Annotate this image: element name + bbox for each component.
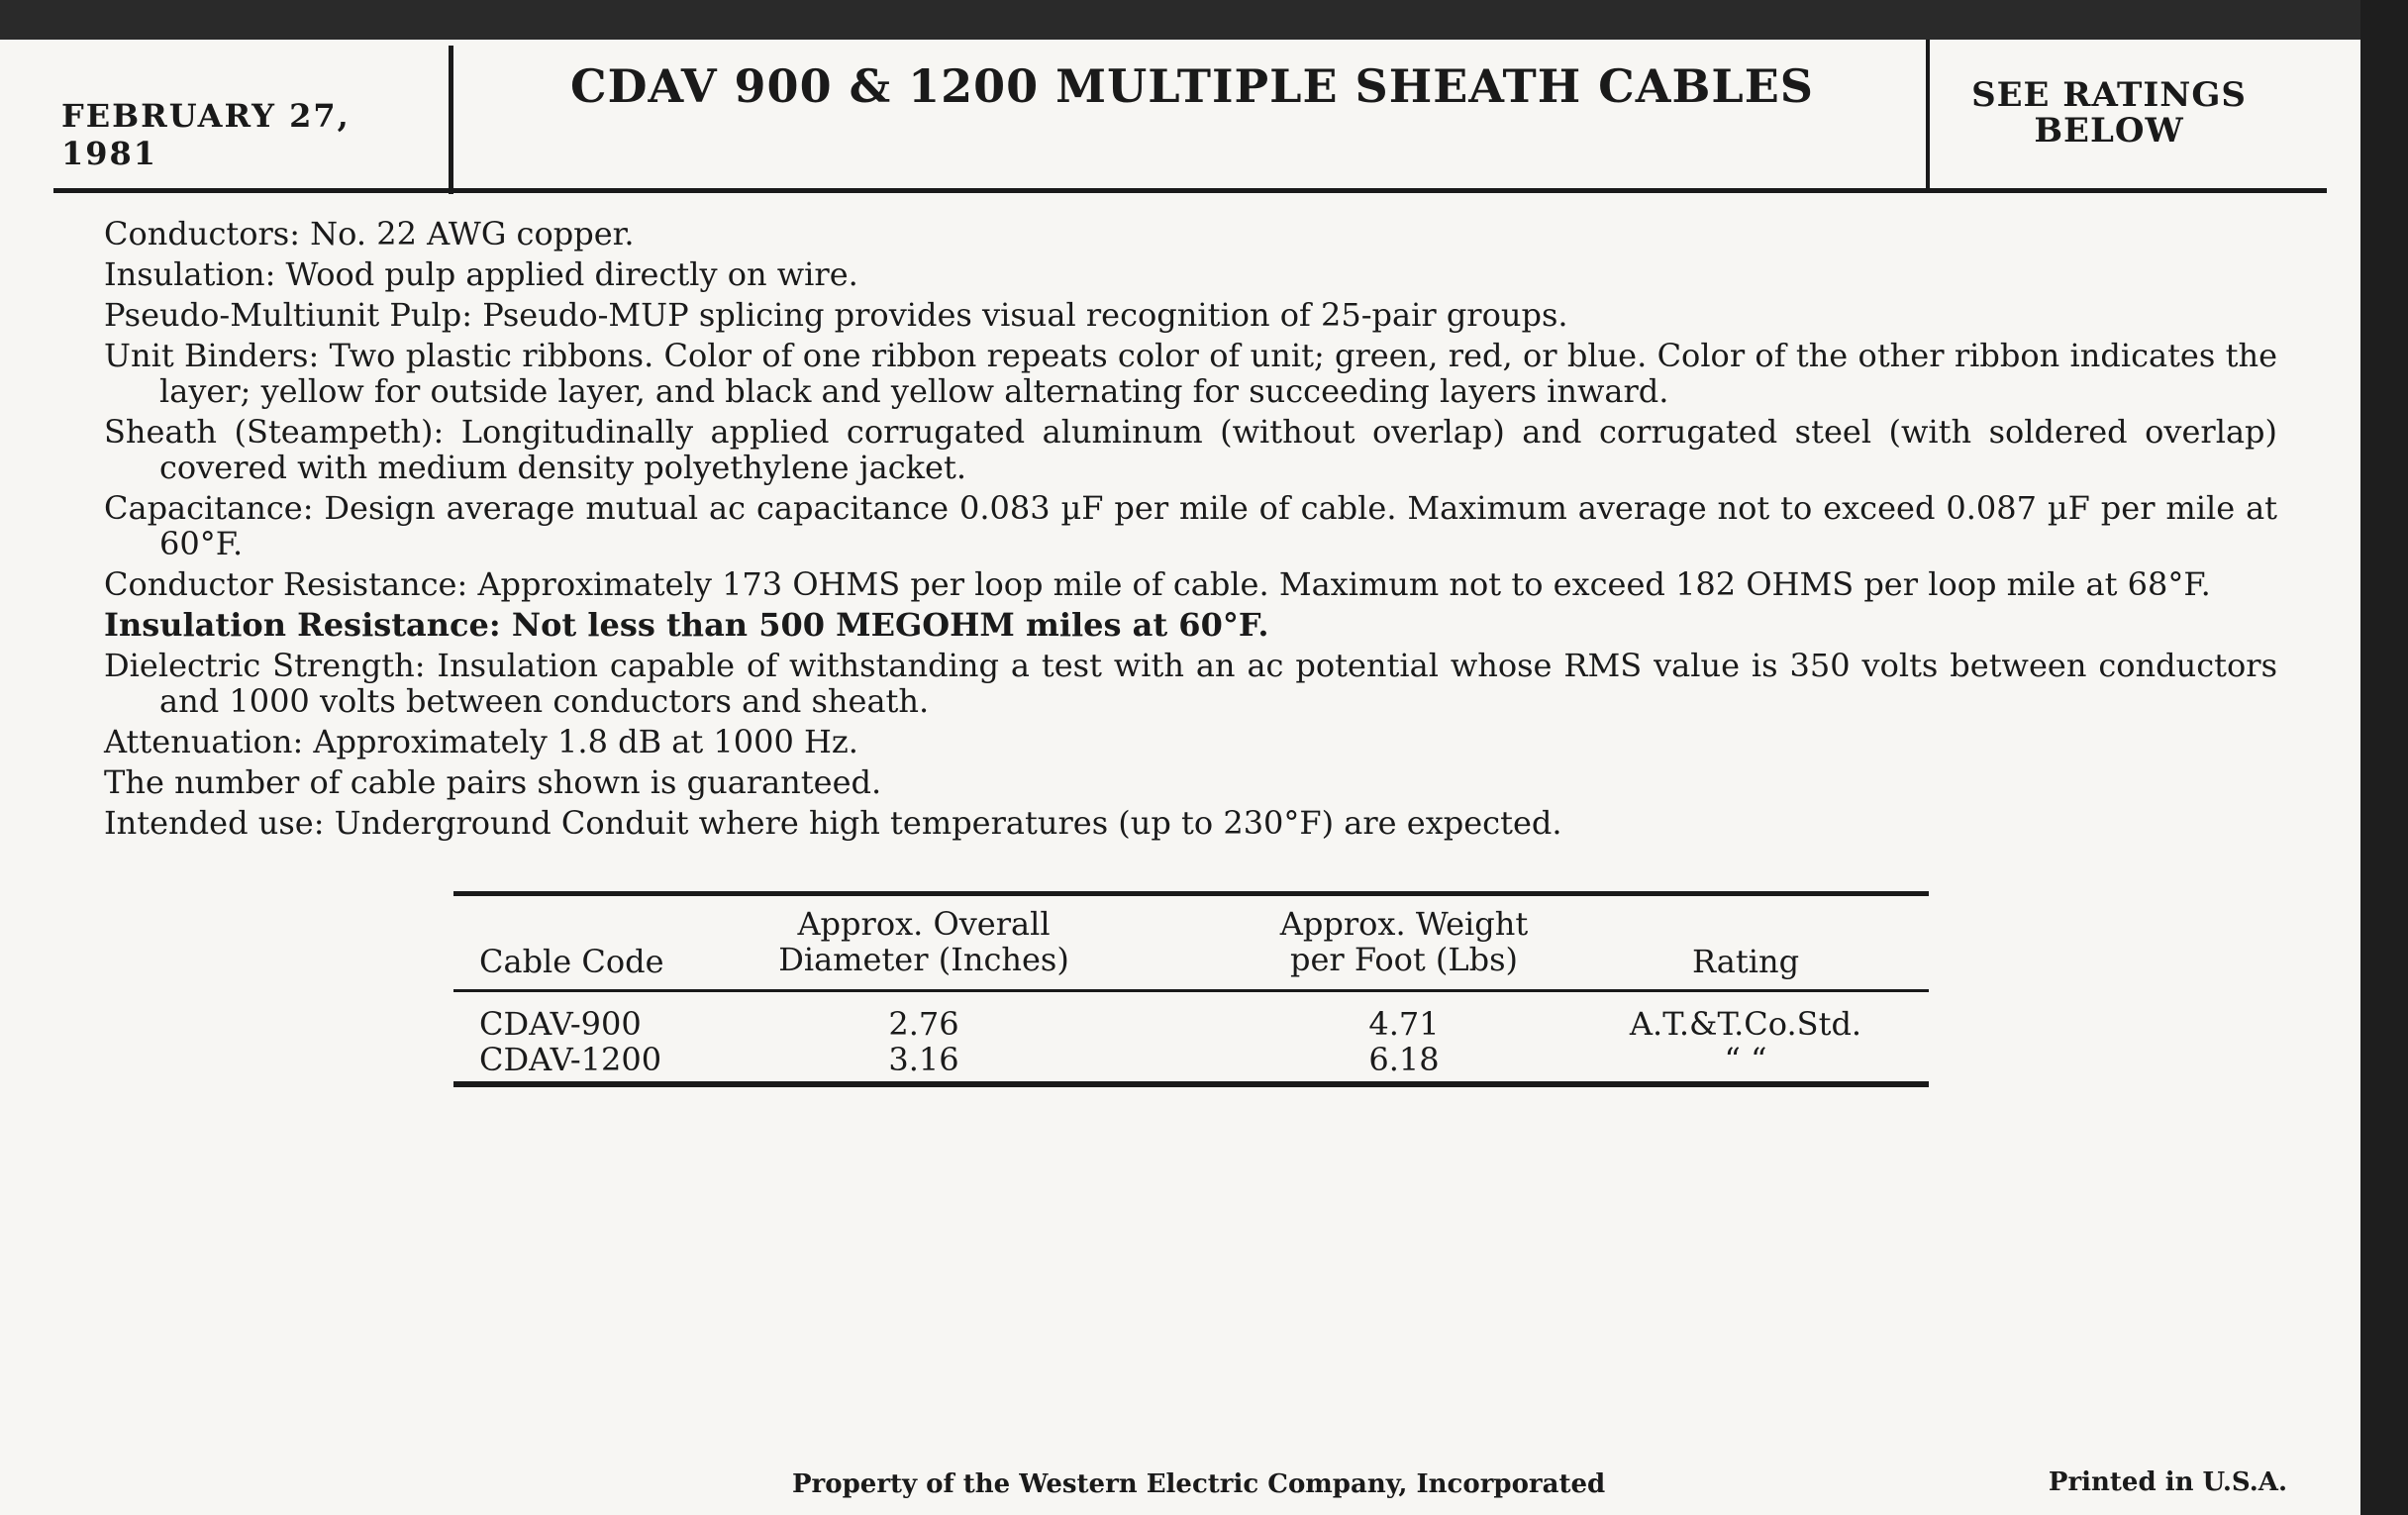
spec-insulation: Insulation: Wood pulp applied directly on wire. bbox=[104, 255, 858, 293]
header-divider bbox=[449, 46, 453, 194]
cell-rating: A.T.&T.Co.Std. bbox=[1629, 1005, 1862, 1043]
header-rating: Rating bbox=[1691, 943, 1800, 980]
document-date: FEBRUARY 27, 1981 bbox=[61, 97, 351, 172]
spec-insulation-resistance: Insulation Resistance: Not less than 500 MEGOHM miles at 60°F. bbox=[104, 606, 1269, 644]
ratings-note-line1: SEE RATINGS bbox=[1971, 75, 2247, 115]
cell-code: CDAV-1200 bbox=[479, 1041, 662, 1078]
cell-diameter: 2.76 bbox=[888, 1005, 959, 1043]
spec-intended-use: Intended use: Underground Conduit where high temperatures (up to 230°F) are expected. bbox=[104, 804, 1562, 842]
cell-code: CDAV-900 bbox=[479, 1005, 642, 1043]
document-card bbox=[0, 40, 2360, 1515]
header-diameter-line2: Diameter (Inches) bbox=[778, 941, 1069, 978]
spec-pseudo-multiunit: Pseudo-Multiunit Pulp: Pseudo-MUP splicing provides visual recognition of 25-pair groups. bbox=[104, 296, 1568, 334]
printed-notice: Printed in U.S.A. bbox=[2048, 1467, 2287, 1497]
cell-diameter: 3.16 bbox=[888, 1041, 959, 1078]
header-divider bbox=[1926, 40, 1930, 188]
cell-rating: “ “ bbox=[1724, 1041, 1767, 1078]
spec-attenuation: Attenuation: Approximately 1.8 dB at 1000 Hz. bbox=[104, 723, 858, 760]
header-diameter bbox=[701, 906, 1147, 977]
cable-table bbox=[453, 891, 1929, 1087]
table-body bbox=[453, 992, 1929, 1078]
table-rule-bottom bbox=[453, 1081, 1929, 1087]
spec-conductors: Conductors: No. 22 AWG copper. bbox=[104, 215, 635, 252]
ratings-note-line2: BELOW bbox=[2034, 111, 2184, 151]
spec-dielectric-strength: Dielectric Strength: Insulation capable of withstanding a test with an ac potential whose RMS value is 350 volts between conductors and 1000 volts between conductors and sheath. bbox=[104, 647, 2277, 720]
spec-conductor-resistance: Conductor Resistance: Approximately 173 OHMS per loop mile of cable. Maximum not to exceed 182 OHMS per loop mile at 68°F. bbox=[104, 565, 2211, 603]
table-header-row bbox=[453, 896, 1929, 989]
header-cable-code: Cable Code bbox=[479, 943, 664, 980]
header-rule bbox=[53, 188, 2327, 193]
property-notice: Property of the Western Electric Company, Incorporated bbox=[792, 1469, 1606, 1499]
spec-sheath: Sheath (Steampeth): Longitudinally applied corrugated aluminum (without overlap) and corrugated steel (with soldered overlap) covered with medium density polyethylene jacket. bbox=[104, 413, 2277, 486]
cell-weight: 6.18 bbox=[1368, 1041, 1440, 1078]
spec-pairs-guarantee: The number of cable pairs shown is guaranteed. bbox=[104, 763, 882, 801]
header-weight bbox=[1176, 906, 1632, 977]
spec-unit-binders: Unit Binders: Two plastic ribbons. Color of one ribbon repeats color of unit; green, red, or blue. Color of the other ribbon indicates the layer; yellow for outside layer, and black and yellow alternating for succeeding layers inward. bbox=[104, 337, 2277, 410]
header-weight-line1: Approx. Weight bbox=[1279, 905, 1529, 943]
scan-edge bbox=[2360, 0, 2408, 1515]
header-diameter-line1: Approx. Overall bbox=[797, 905, 1051, 943]
spec-capacitance: Capacitance: Design average mutual ac capacitance 0.083 µF per mile of cable. Maximum average not to exceed 0.087 µF per mile at 60°F. bbox=[104, 489, 2277, 562]
document-title: CDAV 900 & 1200 MULTIPLE SHEATH CABLES bbox=[570, 59, 1814, 113]
header-weight-line2: per Foot (Lbs) bbox=[1289, 941, 1519, 978]
cell-weight: 4.71 bbox=[1368, 1005, 1440, 1043]
spec-list bbox=[104, 216, 2277, 846]
ratings-note bbox=[1946, 77, 2272, 149]
